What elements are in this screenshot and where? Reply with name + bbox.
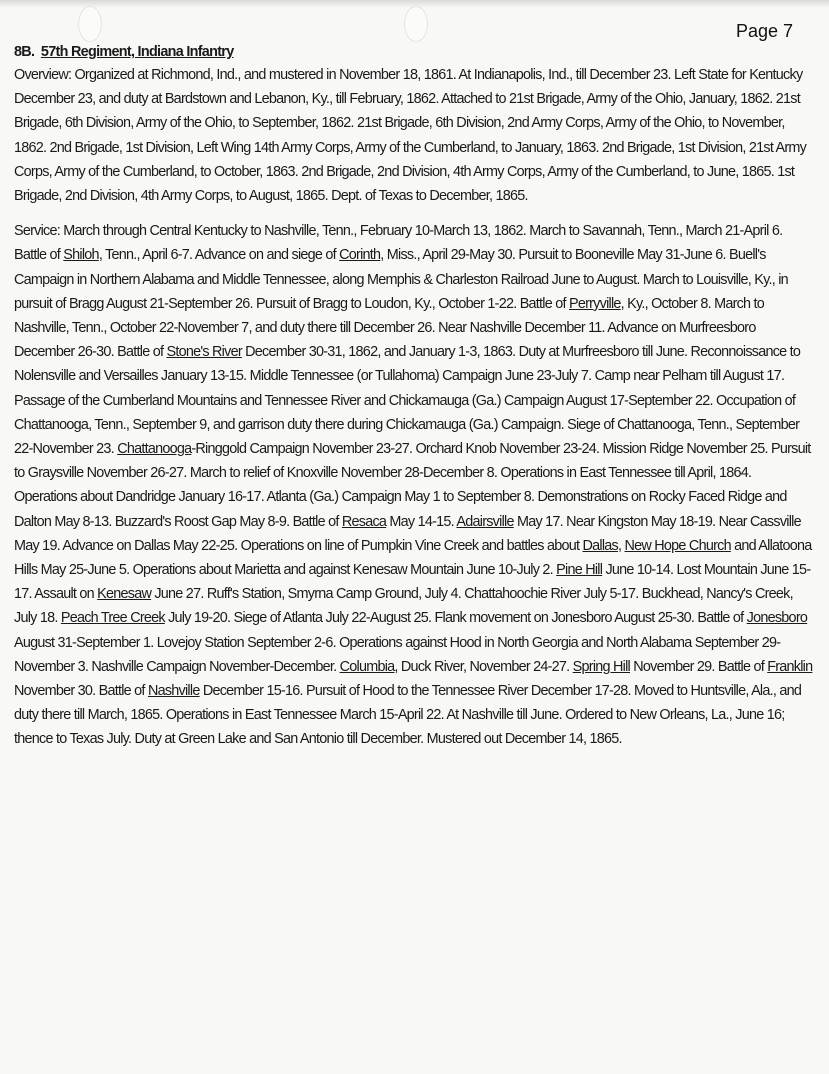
place-link[interactable]: New Hope Church [624,537,731,554]
paragraph-text: , Duck River, November 24-27. [394,658,573,675]
place-link[interactable]: Perryville [569,295,621,312]
paragraph-text: , Tenn., April 6-7. Advance on and siege of [98,247,340,264]
paragraph-text: , Miss., April 29-May 30. Pursuit to Booneville May 31-June 6. Buell's Campaign in Northern Alabama and Middle Tennessee, along Memphis & Charleston Railroad June to August. March to Louisville, Ky., in pursuit of Bragg August 21-September 26. Pursuit of Bragg to Loudon, Ky., October 1-22. Battle of [14,247,788,312]
place-link[interactable]: Jonesboro [746,610,808,627]
place-link[interactable]: Chattanooga [117,441,192,458]
punch-hole-mark [404,6,428,42]
place-link[interactable]: Peach Tree Creek [60,610,165,627]
section-number: 8B. [14,44,35,60]
place-link[interactable]: Pine Hill [556,562,603,579]
place-link[interactable]: Franklin [767,658,813,675]
paragraph-text: -Ringgold Campaign November 23-27. Orchard Knob November 23-24. Mission Ridge November 25. Pursuit to Graysville November 26-27. March to relief of Knoxville November 28-December 8. Operations in East Tennessee till April, 1864. Operations about Dandridge January 16-17. Atlanta (Ga.) Campaign May 1 to September 8. Demonstrations on Rocky Faced Ridge and Dalton May 8-13. Buzzard's Roost Gap May 8-9. Battle of [14,441,811,530]
place-link[interactable]: Shiloh [63,247,99,264]
place-link[interactable]: Kenesaw [97,586,152,603]
paragraph-text: and Allatoona Hills May 25-June 5. Operations about Marietta and against Kenesaw Mountain June 10-July 2. [14,537,812,579]
paragraph-text: June 10-14. Lost Mountain June 15-17. Assault on [14,562,811,603]
place-link[interactable]: Resaca [341,513,387,530]
document-body [14,41,814,752]
paragraph-text: November 29. Battle of [630,658,768,675]
place-link[interactable]: Adairsville [456,513,514,530]
paragraph-text: May 17. Near Kingston May 18-19. Near Cassville May 19. Advance on Dallas May 22-25. Operations on line of Pumpkin Vine Creek and battles about [14,513,801,554]
place-link[interactable]: Stone's River [166,344,242,361]
paragraph-text: December 15-16. Pursuit of Hood to the Tennessee River December 17-28. Moved to Huntsville, Ala., and duty there till March, 1865. Operations in East Tennessee March 15-April 22. At Nashville till June. Ordered to New Orleans, La., June 16; thence to Texas July. Duty at Green Lake and San Antonio till December. Mustered out December 14, 1865. [14,683,802,748]
place-link[interactable]: Corinth [339,247,381,264]
paragraph-text: , Ky., October 8. March to Nashville, Tenn., October 22-November 7, and duty there till December 26. Near Nashville December 11. Advance on Murfreesboro December 26-30. Battle of [14,295,765,361]
paragraph-text: , [618,537,625,554]
paragraph-text: June 27. Ruff's Station, Smyrna Camp Ground, July 4. Chattahoochie River July 5-17. Buckhead, Nancy's Creek, July 18. [14,586,793,627]
place-link[interactable]: Columbia [339,658,395,675]
section-heading [14,41,814,63]
place-link[interactable]: Spring Hill [572,658,631,675]
place-link[interactable]: Dallas [582,537,618,554]
paragraph-text: August 31-September 1. Lovejoy Station September 2-6. Operations against Hood in North Georgia and North Alabama September 29-November 3. Nashville Campaign November-December. [14,634,781,675]
service-paragraph [14,219,814,751]
paragraph-text: November 30. Battle of [14,683,148,700]
place-link[interactable]: Nashville [147,683,200,700]
page-number: Page 7 [736,21,794,41]
section-title: 57th Regiment, Indiana Infantry [40,44,234,60]
overview-paragraph [14,63,814,208]
paragraph-text: Service: March through Central Kentucky to Nashville, Tenn., February 10-March 13, 1862. March to Savannah, Tenn., March 21-April 6. Battle of [14,223,783,264]
paragraph-text: December 30-31, 1862, and January 1-3, 1863. Duty at Murfreesboro till June. Reconnoissance to Nolensville and Versailles January 13-15. Middle Tennessee (or Tullahoma) Campaign June 23-July 7. Camp near Pelham till August 17. Passage of the Cumberland Mountains and Tennessee River and Chickamauga (Ga.) Campaign August 17-September 22. Occupation of Chattanooga, Tenn., September 9, and garrison duty there during Chickamauga (Ga.) Campaign. Siege of Chattanooga, Tenn., September 22-November 23. [14,344,801,458]
paragraph-text: July 19-20. Siege of Atlanta July 22-August 25. Flank movement on Jonesboro August 25-30. Battle of [164,610,747,627]
paragraph-text: May 14-15. [386,513,457,530]
punch-hole-mark [78,6,102,42]
paragraph-text: Overview: Organized at Richmond, Ind., and mustered in November 18, 1861. At Indianapolis, Ind., till December 23. Left State for Kentucky December 23, and duty at Bardstown and Lebanon, Ky., till February, 1862. Attached to 21st Brigade, Army of the Ohio, January, 1862. 21st Brigade, 6th Division, Army of the Ohio, to September, 1862. 21st Brigade, 6th Division, 2nd Army Corps, Army of the Ohio, to November, 1862. 2nd Brigade, 1st Division, Left Wing 14th Army Corps, Army of the Cumberland, to January, 1863. 2nd Brigade, 1st Division, 21st Army Corps, Army of the Cumberland, to October, 1863. 2nd Brigade, 2nd Division, 4th Army Corps, Army of the Cumberland, to June, 1865. 1st Brigade, 2nd Division, 4th Army Corps, to August, 1865. Dept. of Texas to December, 1865. [14,67,807,205]
